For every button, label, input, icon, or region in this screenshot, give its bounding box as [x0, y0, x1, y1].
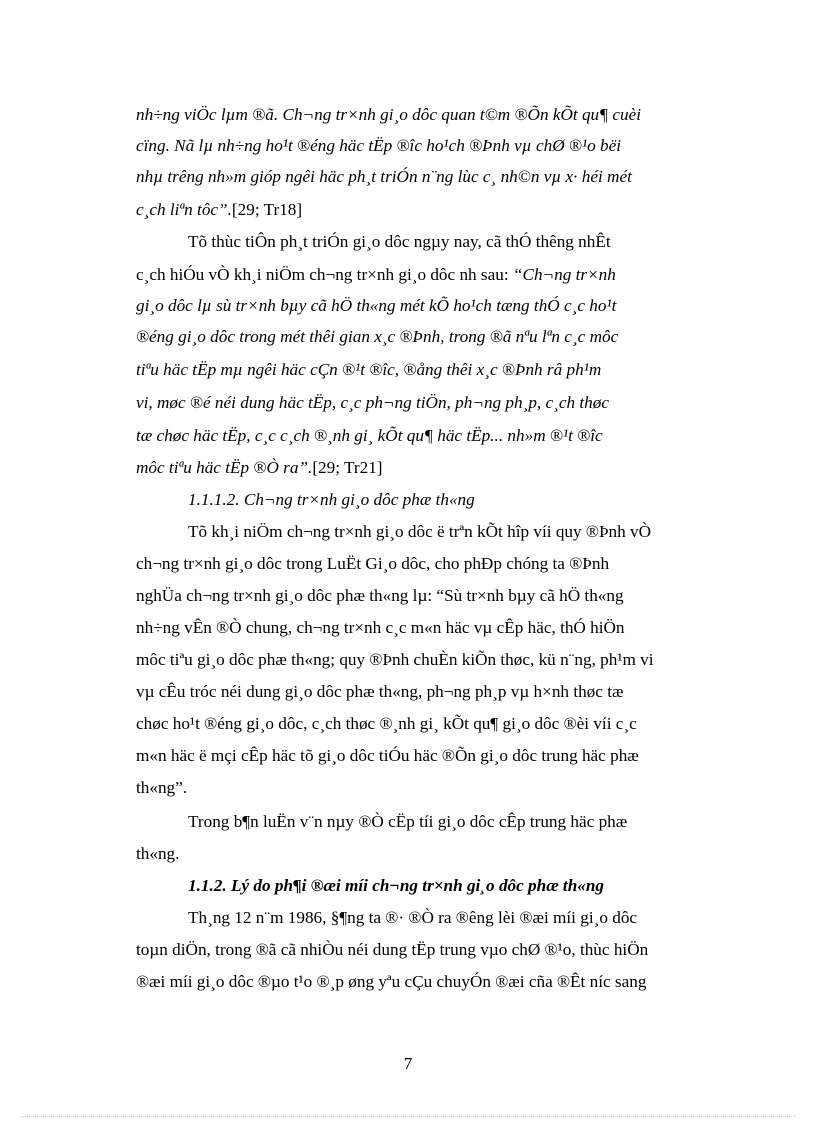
text-segment: ch¬ng tr×nh gi¸o dôc trong LuËt Gi¸o dôc, cho phÐp chóng ta ®Þnh	[136, 554, 610, 573]
text-line	[188, 876, 716, 896]
text-segment: chøc ho¹t ®éng gi¸o dôc, c¸ch thøc ®¸nh gi¸ kÕt qu¶ gi¸o dôc ®èi víi c¸c	[136, 714, 637, 733]
text-segment: nh÷ng viÖc lµm ®ã. Ch¬ng tr×nh gi¸o dôc quan t©m ®Õn kÕt qu¶ cuèi	[136, 105, 642, 124]
text-segment: cïng. Nã lµ nh÷ng ho¹t ®éng häc tËp ®îc ho¹ch ®Þnh vµ chØ ®¹o bëi	[136, 136, 622, 155]
text-segment: môc tiªu häc tËp ®Ò ra”.	[136, 458, 313, 477]
text-line	[136, 714, 716, 734]
text-segment: ®æi míi gi¸o dôc ®µo t¹o ®¸p øng yªu cÇu chuyÓn ®æi cña ®Êt níc sang	[136, 972, 647, 991]
text-segment: tæ chøc häc tËp, c¸c c¸ch ®¸nh gi¸ kÕt qu¶ häc tËp... nh»m ®¹t ®îc	[136, 426, 603, 445]
text-segment: ®éng gi¸o dôc trong mét thêi gian x¸c ®Þnh, trong ®ã nªu lªn c¸c môc	[136, 327, 619, 346]
text-segment: Trong b¶n luËn v¨n nµy ®Ò cËp tíi gi¸o dôc cÊp trung häc phæ	[188, 812, 628, 831]
text-segment: nghÜa ch¬ng tr×nh gi¸o dôc phæ th«ng lµ: “Sù tr×nh bµy cã hÖ th«ng	[136, 586, 624, 605]
text-line	[188, 522, 716, 542]
text-line	[188, 232, 716, 252]
text-segment: Tõ thùc tiÔn ph¸t triÓn gi¸o dôc ngµy nay, cã thÓ thêng nhÊt	[188, 232, 611, 251]
text-segment: gi¸o dôc lµ sù tr×nh bµy cã hÖ th«ng mét kÕ ho¹ch tæng thÓ c¸c ho¹t	[136, 296, 617, 315]
text-segment: 1.1.2. Lý do ph¶i ®æi míi ch¬ng tr×nh gi¸o dôc phæ th«ng	[188, 876, 604, 895]
text-segment: 1.1.1.2. Ch¬ng tr×nh gi¸o dôc phæ th«ng	[188, 490, 475, 509]
text-line	[136, 265, 716, 285]
text-line	[136, 167, 716, 187]
text-segment: th«ng.	[136, 844, 180, 863]
text-segment: tiªu häc tËp mµ ngêi häc cÇn ®¹t ®îc, ®ång thêi x¸c ®Þnh râ ph¹m	[136, 360, 602, 379]
page-edge-divider	[20, 1116, 796, 1117]
text-line	[136, 554, 716, 574]
text-segment: Th¸ng 12 n¨m 1986, §¶ng ta ®· ®Ò ra ®êng lèi ®æi míi gi¸o dôc	[188, 908, 638, 927]
text-line	[188, 490, 716, 510]
text-line	[136, 393, 716, 413]
text-segment: toµn diÖn, trong ®ã cã nhiÒu néi dung tËp trung vµo chØ ®¹o, thùc hiÖn	[136, 940, 649, 959]
text-line	[136, 136, 716, 156]
page-number: 7	[403, 1054, 413, 1073]
text-segment: c¸ch hiÓu vÒ kh¸i niÖm ch¬ng tr×nh gi¸o dôc nh sau:	[136, 265, 513, 284]
text-line	[136, 746, 716, 766]
text-segment: môc tiªu gi¸o dôc phæ th«ng; quy ®Þnh chuÈn kiÕn thøc, kü n¨ng, ph¹m vi	[136, 650, 654, 669]
text-line	[136, 618, 716, 638]
text-segment: m«n häc ë mçi cÊp häc tõ gi¸o dôc tiÓu häc ®Õn gi¸o dôc trung häc phæ	[136, 746, 639, 765]
text-segment: th«ng”.	[136, 778, 188, 797]
text-line	[136, 327, 716, 347]
text-line	[136, 778, 716, 798]
text-segment: vµ cÊu tróc néi dung gi¸o dôc phæ th«ng, ph¬ng ph¸p vµ h×nh thøc tæ	[136, 682, 624, 701]
text-line	[136, 682, 716, 702]
text-segment: “Ch¬ng tr×nh	[512, 265, 616, 284]
text-line	[188, 812, 716, 832]
text-line	[136, 650, 716, 670]
text-line	[136, 972, 716, 992]
text-line	[188, 908, 716, 928]
text-segment: [29; Tr21]	[312, 458, 383, 477]
text-segment: c¸ch liªn tôc”.	[136, 200, 232, 219]
text-line	[136, 360, 716, 380]
text-segment: nhµ trêng nh»m gióp ngêi häc ph¸t triÓn n¨ng lùc c¸ nh©n vµ x· héi mét	[136, 167, 632, 186]
text-segment: nh÷ng vÊn ®Ò chung, ch¬ng tr×nh c¸c m«n häc vµ cÊp häc, thÓ hiÖn	[136, 618, 625, 637]
text-line	[136, 940, 716, 960]
text-line	[136, 586, 716, 606]
text-line	[136, 426, 716, 446]
text-line	[136, 296, 716, 316]
text-line	[136, 458, 716, 478]
text-segment: vi, møc ®é néi dung häc tËp, c¸c ph¬ng tiÖn, ph¬ng ph¸p, c¸ch thøc	[136, 393, 609, 412]
text-line	[136, 105, 716, 125]
text-line	[136, 200, 716, 220]
text-line	[136, 844, 716, 864]
text-segment: [29; Tr18]	[231, 200, 303, 219]
text-segment: Tõ kh¸i niÖm ch¬ng tr×nh gi¸o dôc ë trªn kÕt hîp víi quy ®Þnh vÒ	[188, 522, 652, 541]
